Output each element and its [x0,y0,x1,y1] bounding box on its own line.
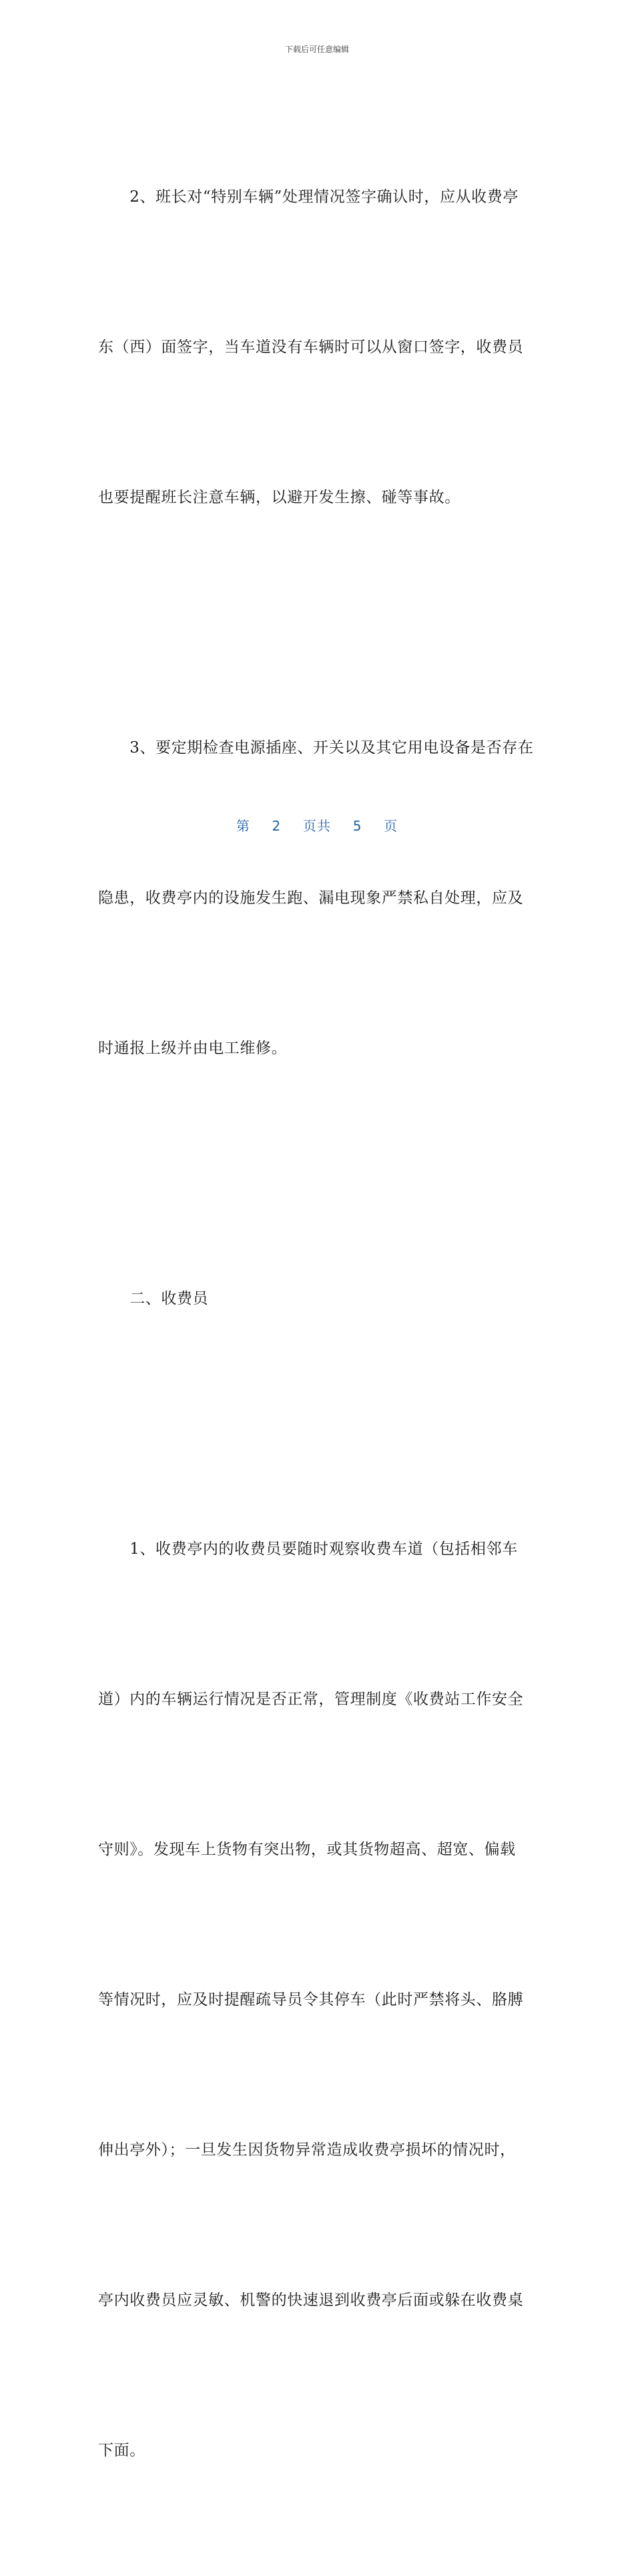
paragraph-1 [98,72,531,623]
page-footer [0,816,634,836]
footer-middle: 页共 [303,818,331,834]
footer-suffix: 页 [384,818,398,834]
text-line: 2、班长对“特别车辆”处理情况签字确认时，应从收费亭 [98,188,519,206]
section-heading [98,1174,531,1424]
text-line: 亭内收费员应灵敏、机警的快速退到收费亭后面或躲在收费桌 [98,2292,524,2309]
text-line: 二、收费员 [98,1290,209,1307]
text-line: 也要提醒班长注意车辆，以避开发生擦、碰等事故。 [98,489,460,506]
text-line: 3、要定期检查电源插座、开关以及其它用电设备是否存在 [98,739,534,757]
text-line: 伸出亭外）；一旦发生因货物异常造成收费亭损坏的情况时， [98,2141,516,2159]
text-line: 守则》。发现车上货物有突出物，或其货物超高、超宽、偏载 [98,1841,516,1858]
header-note: 下载后可任意编辑 [284,45,349,54]
text-line: 道）内的车辆运行情况是否正常，管理制度《收费站工作安全 [98,1691,524,1708]
document-body [98,72,534,2576]
text-line: 时通报上级并由电工维修。 [98,1040,288,1057]
total-pages-number: 5 [352,818,362,834]
text-line: 1、收费亭内的收费员要随时观察收费车道（包括相邻车 [98,1540,518,1558]
current-page-number: 2 [272,818,282,834]
text-line: 下面。 [98,2442,145,2459]
paragraph-3 [98,1424,531,2576]
page-header [0,44,634,55]
text-line: 东（西）面签字，当车道没有车辆时可以从窗口签字，收费员 [98,339,524,356]
text-line: 隐患，收费亭内的设施发生跑、漏电现象严禁私自处理，应及 [98,889,524,907]
text-line: 等情况时，应及时提醒疏导员令其停车（此时严禁将头、胳膊 [98,1991,524,2008]
footer-prefix: 第 [236,818,250,834]
paragraph-2 [98,623,534,1174]
